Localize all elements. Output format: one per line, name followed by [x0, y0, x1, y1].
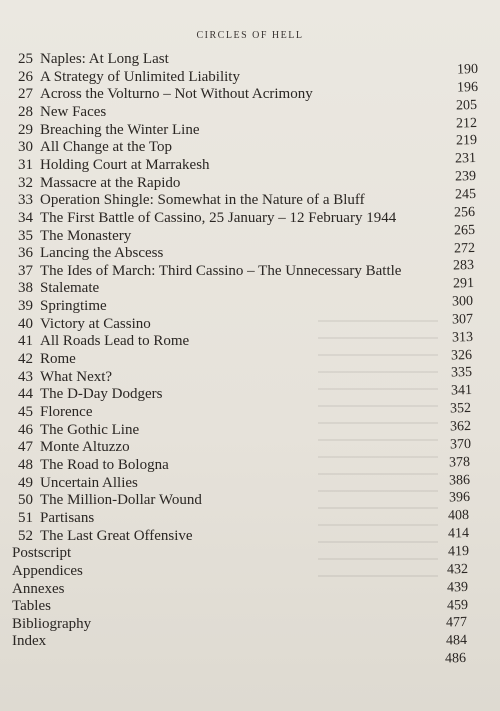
page-number: 256: [453, 204, 476, 221]
page-number: 439: [446, 579, 469, 596]
chapter-number: 25: [18, 51, 33, 67]
chapter-title: Stalemate: [40, 280, 100, 297]
chapter-title: Naples: At Long Last: [40, 51, 169, 67]
page-number: 196: [456, 79, 478, 96]
page-number: 414: [447, 526, 470, 542]
chapter-title: The First Battle of Cassino, 25 January – 12 February 1944: [40, 209, 397, 226]
page-number: 326: [451, 347, 473, 364]
page-number: 352: [450, 401, 472, 417]
chapter-number: 45: [18, 404, 33, 420]
chapter-title: Bibliography: [12, 615, 92, 632]
chapter-number: 39: [18, 298, 33, 315]
page-number: 386: [448, 472, 471, 489]
page-number: 459: [446, 597, 468, 614]
chapter-number: 35: [18, 227, 33, 244]
chapter-title: The Monastery: [40, 227, 132, 244]
chapter-title: The D-Day Dodgers: [40, 386, 163, 403]
page-number: 212: [455, 115, 478, 132]
chapter-number: 40: [18, 315, 33, 332]
page-number: 307: [451, 311, 474, 328]
chapter-title: Uncertain Allies: [40, 474, 138, 491]
chapter-title: The Ides of March: Third Cassino – The Unnecessary Battle: [40, 262, 402, 279]
page-number: 335: [450, 365, 473, 381]
chapter-title: All Roads Lead to Rome: [40, 333, 190, 350]
page-number: 219: [455, 133, 477, 149]
chapter-number: 27: [18, 86, 33, 103]
show-through-text: [318, 320, 438, 580]
page-number: 231: [455, 151, 477, 167]
chapter-title: Appendices: [12, 562, 83, 579]
chapter-number: 41: [18, 333, 33, 350]
running-head: CIRCLES OF HELL: [196, 30, 304, 41]
chapter-title: A Strategy of Unlimited Liability: [40, 68, 240, 85]
chapter-title: Operation Shingle: Somewhat in the Nature of a Bluff: [40, 192, 365, 209]
chapter-title: All Change at the Top: [40, 139, 172, 156]
chapter-title: Massacre at the Rapido: [40, 174, 181, 191]
chapter-title: Index: [12, 633, 47, 650]
page-number: 432: [446, 561, 469, 578]
page-number: 239: [454, 169, 477, 185]
chapter-title: The Million-Dollar Wound: [40, 492, 202, 509]
chapter-number: 36: [18, 245, 33, 262]
page-number: 265: [453, 222, 476, 239]
chapter-title: The Gothic Line: [40, 421, 140, 438]
chapter-title: Lancing the Abscess: [40, 245, 164, 262]
chapter-title: Springtime: [40, 298, 107, 315]
chapter-title: New Faces: [40, 103, 107, 120]
page-number: 484: [445, 633, 467, 649]
chapter-number: 26: [18, 68, 33, 85]
page-number: 378: [449, 454, 471, 471]
page-number: 313: [451, 329, 473, 346]
chapter-number: 51: [18, 509, 33, 526]
chapter-number: 38: [18, 280, 33, 297]
page-number: 272: [453, 240, 475, 257]
page-number: 283: [452, 258, 475, 274]
page-number: 477: [445, 615, 468, 631]
chapter-title: Holding Court at Marrakesh: [40, 156, 210, 173]
chapter-title: The Last Great Offensive: [40, 527, 193, 544]
page-number: 205: [456, 97, 478, 114]
chapter-title: Victory at Cassino: [40, 315, 151, 332]
page-number: 362: [449, 419, 472, 435]
chapter-title: Partisans: [40, 509, 95, 526]
page-number: 419: [447, 543, 469, 560]
chapter-number: 43: [18, 368, 33, 385]
page-number: 408: [448, 508, 470, 524]
chapter-number: 49: [18, 474, 33, 491]
chapter-number: 29: [18, 121, 33, 138]
chapter-number: 42: [18, 351, 33, 368]
page-number: 291: [452, 276, 474, 292]
page-number: 341: [450, 383, 472, 399]
page-number: 486: [445, 651, 467, 667]
chapter-number: 44: [18, 386, 33, 403]
chapter-number: 48: [18, 456, 33, 473]
page-number: 245: [454, 186, 476, 203]
chapter-number: 46: [18, 421, 33, 438]
page-number: 300: [452, 294, 474, 310]
chapter-number: 30: [18, 139, 33, 156]
chapter-number: 50: [18, 492, 33, 509]
chapter-title: Rome: [40, 351, 76, 368]
chapter-title: The Road to Bologna: [40, 456, 169, 473]
chapter-title: Tables: [12, 598, 51, 615]
chapter-title: Breaching the Winter Line: [40, 121, 200, 138]
chapter-number: 52: [18, 527, 33, 544]
chapter-title: Postscript: [12, 545, 72, 562]
page-number: 396: [448, 490, 470, 506]
page-number: 190: [456, 62, 479, 78]
chapter-number: 33: [18, 192, 33, 209]
chapter-number: 32: [18, 174, 33, 191]
chapter-number: 47: [18, 439, 33, 456]
chapter-title: Monte Altuzzo: [40, 439, 130, 456]
chapter-number: 34: [18, 209, 33, 226]
chapter-title: Across the Volturno – Not Without Acrimony: [40, 86, 313, 103]
chapter-number: 28: [18, 103, 33, 120]
chapter-number: 37: [18, 262, 33, 279]
chapter-title: Annexes: [12, 580, 65, 597]
chapter-title: What Next?: [40, 368, 113, 385]
chapter-title: Florence: [40, 404, 93, 420]
page-number: 370: [449, 436, 471, 453]
chapter-number: 31: [18, 156, 33, 173]
